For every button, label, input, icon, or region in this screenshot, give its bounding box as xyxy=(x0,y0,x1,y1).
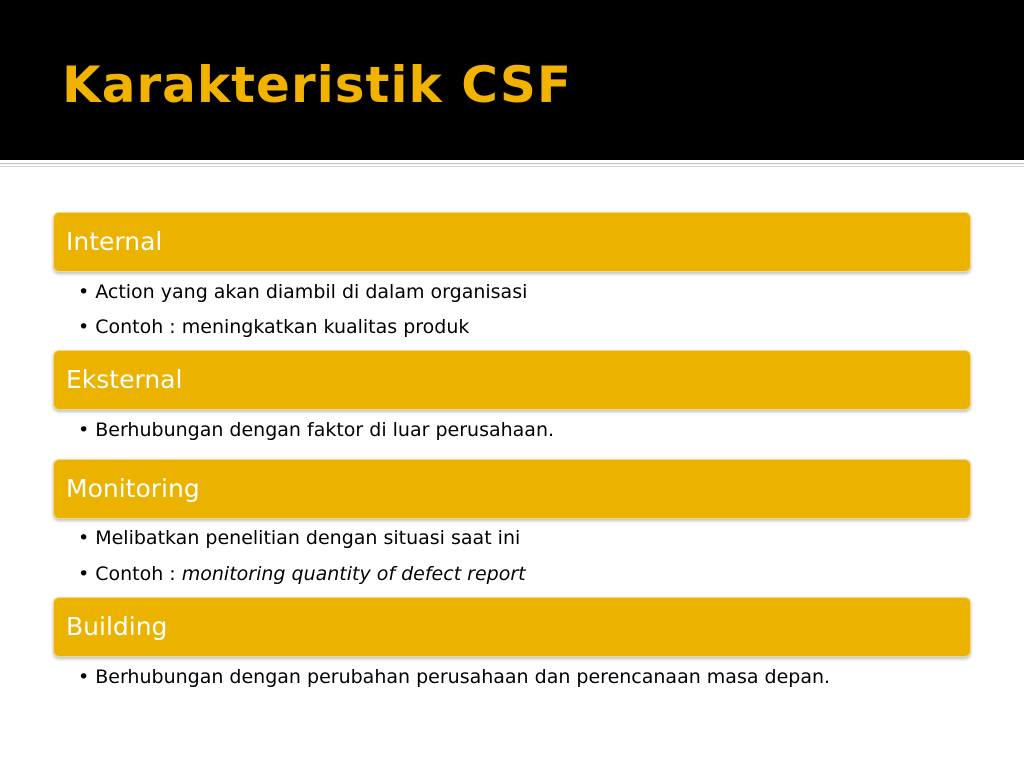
bullet-item xyxy=(78,419,554,441)
bullet-icon: • xyxy=(78,666,90,688)
bullet-text: Contoh : meningkatkan kualitas produk xyxy=(95,316,470,338)
bullet-text: Berhubungan dengan faktor di luar perusahaan. xyxy=(95,419,555,441)
bullet-text-italic: monitoring quantity of defect report xyxy=(181,563,526,585)
bullet-item xyxy=(78,281,527,303)
slide-title: Karakteristik CSF xyxy=(62,56,572,114)
divider-line xyxy=(0,163,1024,164)
section-heading: Internal xyxy=(66,227,163,256)
bullet-text: Berhubungan dengan perubahan perusahaan dan perencanaan masa depan. xyxy=(95,666,831,688)
bullet-icon: • xyxy=(78,316,90,338)
bullet-text: Melibatkan penelitian dengan situasi saat ini xyxy=(95,527,521,549)
bullet-icon: • xyxy=(78,563,90,585)
section-heading: Building xyxy=(66,612,168,641)
bullet-text-prefix: Contoh : xyxy=(95,563,182,585)
divider-line-secondary xyxy=(0,166,1024,167)
bullet-item xyxy=(78,563,526,585)
section-header-building xyxy=(53,597,971,657)
bullet-item xyxy=(78,527,520,549)
bullet-icon: • xyxy=(78,281,90,303)
bullet-item xyxy=(78,666,830,688)
section-header-internal xyxy=(53,212,971,272)
section-heading: Eksternal xyxy=(66,365,183,394)
bullet-text: Action yang akan diambil di dalam organisasi xyxy=(95,281,528,303)
bullet-item xyxy=(78,316,469,338)
title-bar xyxy=(0,0,1024,160)
section-header-eksternal xyxy=(53,350,971,410)
section-heading: Monitoring xyxy=(66,474,200,503)
section-header-monitoring xyxy=(53,459,971,519)
bullet-icon: • xyxy=(78,527,90,549)
bullet-icon: • xyxy=(78,419,90,441)
